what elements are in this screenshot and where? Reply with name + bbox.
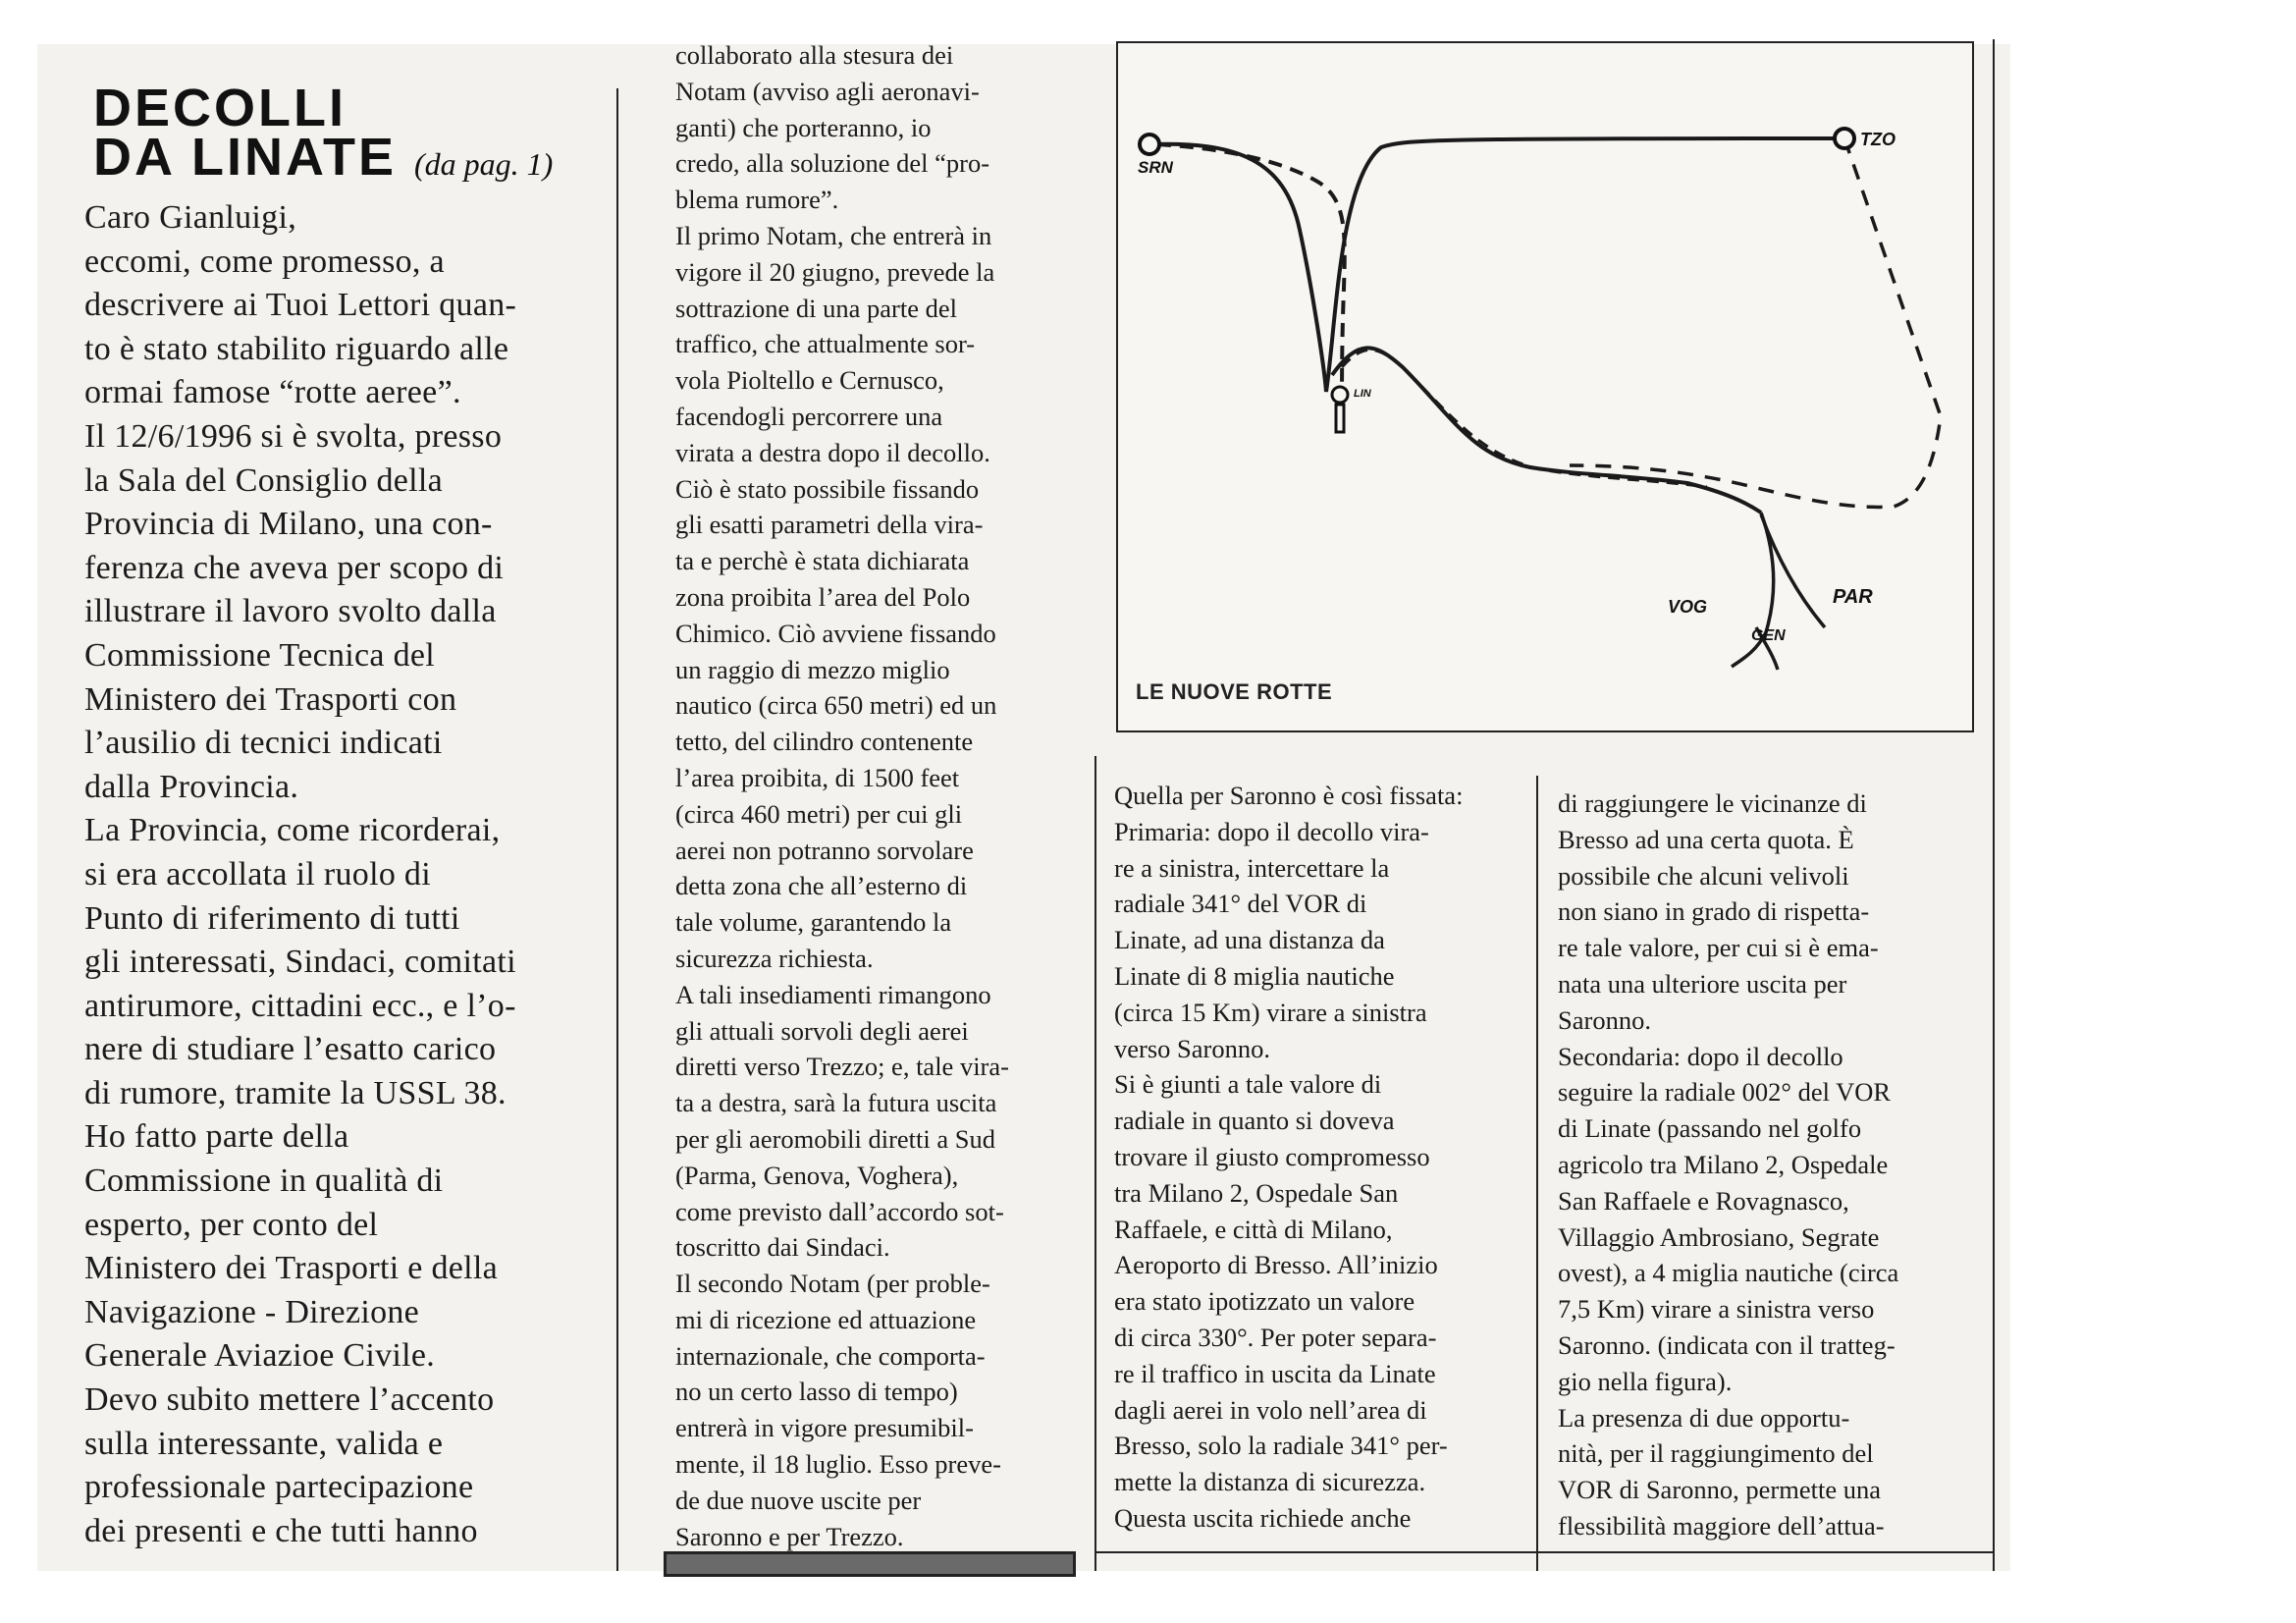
text-line: era stato ipotizzato un valore bbox=[1114, 1286, 1415, 1317]
text-line: toscritto dai Sindaci. bbox=[675, 1232, 890, 1263]
text-line: dei presenti e che tutti hanno bbox=[84, 1512, 478, 1549]
text-line: Villaggio Ambrosiano, Segrate bbox=[1558, 1221, 1880, 1252]
column-rule-1 bbox=[616, 88, 618, 1571]
text-line: dalla Provincia. bbox=[84, 768, 299, 805]
text-line: nautico (circa 650 metri) ed un bbox=[675, 690, 997, 721]
text-column-3 bbox=[1114, 778, 1463, 1537]
text-line: Ministero dei Trasporti con bbox=[84, 680, 457, 718]
text-line: Secondaria: dopo il decollo bbox=[1558, 1041, 1843, 1071]
text-line: VOR di Saronno, permette una bbox=[1558, 1475, 1881, 1505]
text-line: Punto di riferimento di tutti bbox=[84, 899, 460, 937]
text-line: Provincia di Milano, una con- bbox=[84, 506, 493, 543]
text-line: collaborato alla stesura dei bbox=[675, 40, 954, 70]
text-line: trovare il giusto compromesso bbox=[1114, 1141, 1430, 1171]
text-line: tetto, del cilindro contenente bbox=[675, 727, 974, 757]
text-line: Si è giunti a tale valore di bbox=[1114, 1069, 1382, 1100]
text-line: gli esatti parametri della vira- bbox=[675, 510, 984, 540]
text-line: San Raffaele e Rovagnasco, bbox=[1558, 1185, 1849, 1216]
text-line: Primaria: dopo il decollo vira- bbox=[1114, 816, 1429, 846]
text-line: Notam (avviso agli aeronavi- bbox=[675, 76, 980, 106]
text-line: aerei non potranno sorvolare bbox=[675, 835, 974, 865]
text-line: blema rumore”. bbox=[675, 185, 839, 215]
text-line: di rumore, tramite la USSL 38. bbox=[84, 1074, 507, 1111]
text-line: ormai famose “rotte aeree”. bbox=[84, 374, 461, 411]
text-line: Linate di 8 miglia nautiche bbox=[1114, 960, 1395, 991]
text-line: internazionale, che comporta- bbox=[675, 1340, 986, 1371]
label-vog: VOG bbox=[1668, 597, 1708, 617]
headline-line-1: DECOLLI bbox=[93, 79, 347, 137]
text-line: di circa 330°. Per poter separa- bbox=[1114, 1322, 1437, 1352]
text-line: tale volume, garantendo la bbox=[675, 907, 952, 938]
text-line: no un certo lasso di tempo) bbox=[675, 1377, 958, 1407]
text-line: possibile che alcuni velivoli bbox=[1558, 860, 1849, 891]
text-line: zona proibita l’area del Polo bbox=[675, 581, 971, 612]
route-srn-solid bbox=[1149, 138, 1844, 392]
map-caption: LE NUOVE ROTTE bbox=[1136, 679, 1333, 704]
text-line: credo, alla soluzione del “pro- bbox=[675, 148, 990, 179]
article-headline bbox=[93, 79, 554, 189]
text-line: gli interessati, Sindaci, comitati bbox=[84, 944, 516, 981]
text-line: facendogli percorrere una bbox=[675, 401, 943, 431]
route-tzo-dashed bbox=[1570, 138, 1941, 507]
text-line: Quella per Saronno è così fissata: bbox=[1114, 781, 1464, 810]
bottom-rule bbox=[1095, 1551, 1993, 1553]
text-line: di Linate (passando nel golfo bbox=[1558, 1113, 1862, 1144]
text-line: (circa 15 Km) virare a sinistra bbox=[1114, 997, 1427, 1027]
headline-line-2: DA LINATE bbox=[93, 128, 397, 187]
text-line: re a sinistra, intercettare la bbox=[1114, 852, 1390, 883]
text-line: entrerà in vigore presumibil- bbox=[675, 1413, 974, 1443]
text-column-2 bbox=[675, 37, 1009, 1554]
text-line: diretti verso Trezzo; e, tale vira- bbox=[675, 1052, 1009, 1082]
text-line: A tali insediamenti rimangono bbox=[675, 979, 991, 1009]
text-line: Aeroporto di Bresso. All’inizio bbox=[1114, 1250, 1438, 1280]
text-line: Bresso, solo la radiale 341° per- bbox=[1114, 1431, 1448, 1461]
text-line: di raggiungere le vicinanze di bbox=[1558, 788, 1867, 818]
text-line: sottrazione di una parte del bbox=[675, 293, 957, 323]
text-line: ganti) che porteranno, io bbox=[675, 112, 932, 142]
text-line: virata a destra dopo il decollo. bbox=[675, 437, 990, 467]
route-map-drawing bbox=[1118, 43, 1972, 730]
page-reference: (da pag. 1) bbox=[414, 146, 554, 182]
text-line: flessibilità maggiore dell’attua- bbox=[1558, 1510, 1885, 1541]
text-line: Ciò è stato possibile fissando bbox=[675, 473, 980, 504]
text-line: tra Milano 2, Ospedale San bbox=[1114, 1177, 1399, 1208]
text-line: seguire la radiale 002° del VOR bbox=[1558, 1077, 1892, 1108]
text-line: professionale partecipazione bbox=[84, 1469, 474, 1506]
text-line: Chimico. Ciò avviene fissando bbox=[675, 618, 996, 648]
text-line: 7,5 Km) virare a sinistra verso bbox=[1558, 1294, 1875, 1325]
text-line: dagli aerei in volo nell’area di bbox=[1114, 1394, 1427, 1425]
text-line: sicurezza richiesta. bbox=[675, 943, 874, 973]
text-line: Bresso ad una certa quota. È bbox=[1558, 824, 1854, 854]
text-line: Saronno. (indicata con il tratteg- bbox=[1558, 1329, 1896, 1360]
label-tzo: TZO bbox=[1860, 130, 1896, 149]
text-line: per gli aeromobili diretti a Sud bbox=[675, 1123, 996, 1154]
text-line: si era accollata il ruolo di bbox=[84, 855, 431, 893]
column-rule-2 bbox=[1095, 756, 1096, 1571]
label-srn: SRN bbox=[1138, 158, 1173, 177]
text-line: traffico, che attualmente sor- bbox=[675, 329, 976, 359]
text-line: Il 12/6/1996 si è svolta, presso bbox=[84, 417, 503, 455]
tzo-navaid bbox=[1835, 129, 1854, 148]
text-line: nere di studiare l’esatto carico bbox=[84, 1031, 497, 1068]
label-par: PAR bbox=[1833, 586, 1873, 608]
text-line: nità, per il raggiungimento del bbox=[1558, 1438, 1874, 1469]
text-line: ta a destra, sarà la futura uscita bbox=[675, 1088, 997, 1118]
lin-airport bbox=[1332, 387, 1348, 403]
text-line: Linate, ad una distanza da bbox=[1114, 925, 1385, 955]
text-line: radiale in quanto si doveva bbox=[1114, 1106, 1395, 1136]
text-line: Raffaele, e città di Milano, bbox=[1114, 1214, 1393, 1244]
label-gen: GEN bbox=[1751, 627, 1786, 644]
text-line: (circa 460 metri) per cui gli bbox=[675, 798, 963, 829]
text-line: verso Saronno. bbox=[1114, 1033, 1270, 1063]
text-line: mente, il 18 luglio. Esso preve- bbox=[675, 1449, 1001, 1480]
text-line: (Parma, Genova, Voghera), bbox=[675, 1160, 959, 1190]
column-rule-3 bbox=[1536, 776, 1538, 1571]
text-line: come previsto dall’accordo sot- bbox=[675, 1196, 1004, 1226]
label-lin: LIN bbox=[1354, 388, 1371, 400]
text-line: Ministero dei Trasporti e della bbox=[84, 1250, 499, 1287]
text-line: de due nuove uscite per bbox=[675, 1485, 922, 1515]
text-column-1 bbox=[84, 196, 516, 1553]
text-line: vigore il 20 giugno, prevede la bbox=[675, 256, 995, 287]
text-line: Ho fatto parte della bbox=[84, 1118, 349, 1156]
text-line: eccomi, come promesso, a bbox=[84, 243, 445, 280]
text-line: mette la distanza di sicurezza. bbox=[1114, 1467, 1426, 1497]
text-line: antirumore, cittadini ecc., e l’o- bbox=[84, 987, 516, 1024]
lin-runway bbox=[1336, 405, 1344, 432]
text-line: Saronno. bbox=[1558, 1004, 1651, 1035]
text-line: re il traffico in uscita da Linate bbox=[1114, 1358, 1436, 1388]
text-line: non siano in grado di rispetta- bbox=[1558, 896, 1870, 927]
text-line: re tale valore, per cui si è ema- bbox=[1558, 933, 1879, 963]
route-map bbox=[1116, 41, 1974, 732]
text-line: La Provincia, come ricorderai, bbox=[84, 812, 501, 849]
text-line: to è stato stabilito riguardo alle bbox=[84, 330, 509, 367]
text-line: gio nella figura). bbox=[1558, 1366, 1733, 1396]
text-line: radiale 341° del VOR di bbox=[1114, 889, 1367, 919]
text-line: Il secondo Notam (per proble- bbox=[675, 1269, 990, 1299]
text-line: Navigazione - Direzione bbox=[84, 1293, 420, 1330]
text-line: esperto, per conto del bbox=[84, 1206, 379, 1243]
next-article-block bbox=[664, 1551, 1076, 1577]
text-line: Caro Gianluigi, bbox=[84, 199, 297, 236]
text-line: Commissione in qualità di bbox=[84, 1163, 444, 1200]
text-line: ovest), a 4 miglia nautiche (circa bbox=[1558, 1258, 1899, 1288]
text-line: descrivere ai Tuoi Lettori quan- bbox=[84, 287, 517, 324]
text-line: ta e perchè è stata dichiarata bbox=[675, 546, 970, 576]
text-line: la Sala del Consiglio della bbox=[84, 461, 444, 499]
route-south-solid bbox=[1332, 348, 1761, 513]
text-line: Saronno e per Trezzo. bbox=[675, 1521, 904, 1551]
text-line: detta zona che all’esterno di bbox=[675, 871, 968, 901]
route-srn-dashed bbox=[1157, 144, 1345, 426]
text-line: sulla interessante, valida e bbox=[84, 1425, 444, 1462]
text-line: Il primo Notam, che entrerà in bbox=[675, 220, 992, 250]
text-line: mi di ricezione ed attuazione bbox=[675, 1304, 977, 1334]
text-line: l’ausilio di tecnici indicati bbox=[84, 725, 443, 762]
text-line: un raggio di mezzo miglio bbox=[675, 654, 950, 684]
text-line: La presenza di due opportu- bbox=[1558, 1402, 1850, 1433]
srn-navaid bbox=[1140, 135, 1159, 154]
text-line: illustrare il lavoro svolto dalla bbox=[84, 593, 497, 630]
text-line: Devo subito mettere l’accento bbox=[84, 1381, 495, 1419]
text-line: Commissione Tecnica del bbox=[84, 636, 436, 674]
page-edge-rule bbox=[1993, 39, 1995, 1571]
text-line: Generale Aviazioe Civile. bbox=[84, 1337, 436, 1375]
text-column-4 bbox=[1558, 785, 1898, 1544]
text-line: nata una ulteriore uscita per bbox=[1558, 968, 1847, 999]
text-line: gli attuali sorvoli degli aerei bbox=[675, 1015, 969, 1046]
text-line: l’area proibita, di 1500 feet bbox=[675, 762, 960, 792]
text-line: agricolo tra Milano 2, Ospedale bbox=[1558, 1149, 1889, 1179]
text-line: vola Pioltello e Cernusco, bbox=[675, 365, 944, 396]
text-line: ferenza che aveva per scopo di bbox=[84, 549, 505, 586]
text-line: Questa uscita richiede anche bbox=[1114, 1502, 1412, 1533]
